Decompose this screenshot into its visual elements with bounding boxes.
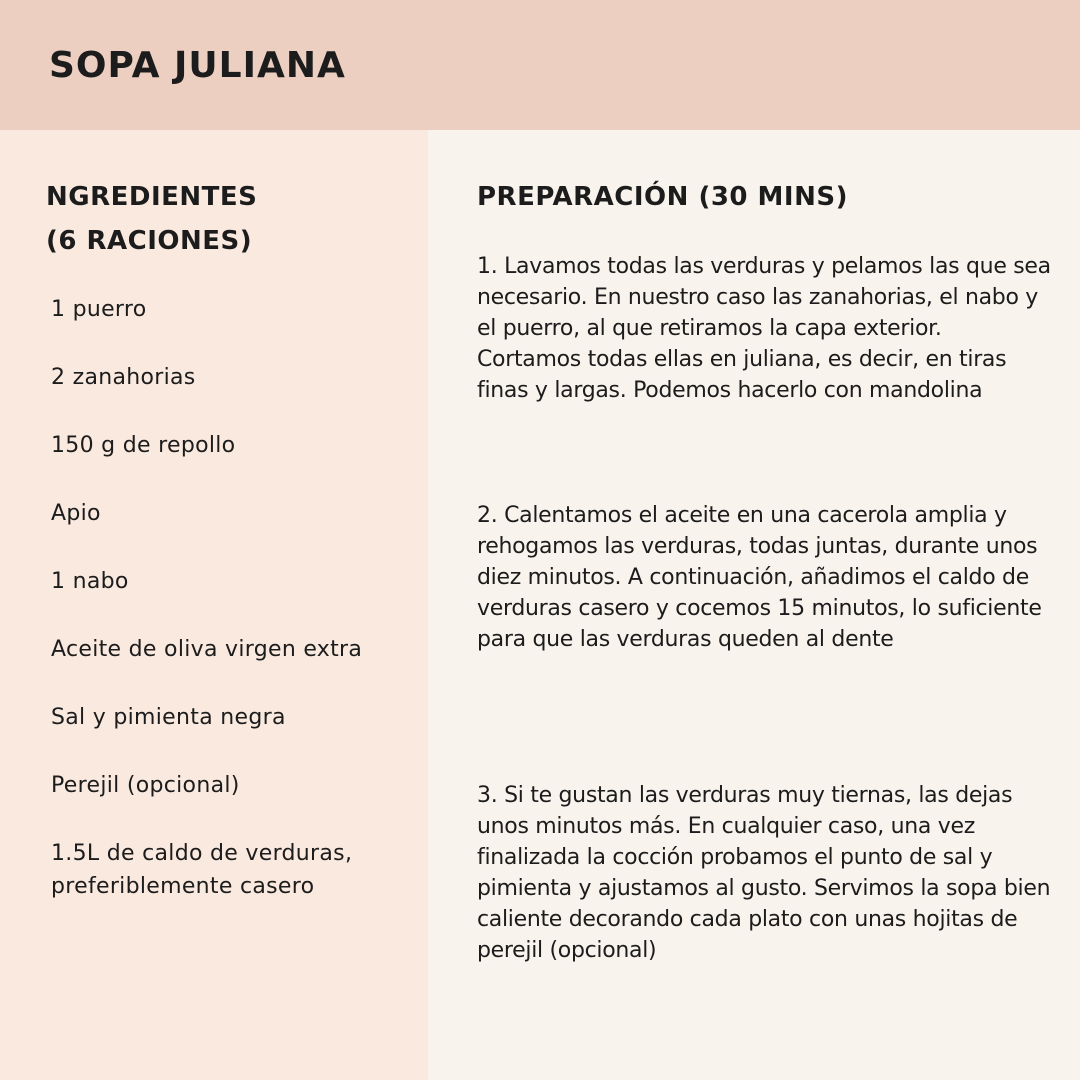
preparation-step: 1. Lavamos todas las verduras y pelamos las que sea necesario. En nuestro caso las zanahorias, el nabo y el puerro, al que retiramos la capa exterior. Cortamos todas ellas en juliana, es decir, en tiras finas y largas. Podemos hacerlo con mandolina — [477, 254, 1051, 403]
ingredients-heading — [46, 175, 257, 263]
ingredient-item: 1 nabo — [51, 569, 129, 594]
ingredient-item: 1.5L de caldo de verduras, preferiblemente casero — [51, 841, 353, 899]
recipe-title: SOPA JULIANA — [49, 45, 346, 86]
ingredients-heading-line1: NGREDIENTES — [46, 182, 258, 212]
ingredient-item: Aceite de oliva virgen extra — [51, 637, 363, 662]
preparation-step: 3. Si te gustan las verduras muy tiernas, las dejas unos minutos más. En cualquier caso, una vez finalizada la cocción probamos el punto de sal y pimienta y ajustamos al gusto. Servimos la sopa bien caliente decorando cada plato con unas hojitas de perejil (opcional) — [477, 783, 1051, 963]
preparation-heading: PREPARACIÓN (30 MINS) — [477, 182, 848, 212]
ingredient-item: 1 puerro — [51, 297, 147, 322]
ingredients-panel — [0, 130, 428, 1080]
ingredient-item: Apio — [51, 501, 101, 526]
ingredient-item: 2 zanahorias — [51, 365, 196, 390]
preparation-panel — [428, 130, 1080, 1080]
preparation-step: 2. Calentamos el aceite en una cacerola amplia y rehogamos las verduras, todas juntas, durante unos diez minutos. A continuación, añadimos el caldo de verduras casero y cocemos 15 minutos, lo suficiente para que las verduras queden al dente — [477, 503, 1042, 652]
recipe-header — [0, 0, 1080, 130]
ingredient-item: 150 g de repollo — [51, 433, 236, 458]
ingredient-item: Perejil (opcional) — [51, 773, 240, 798]
ingredients-heading-line2: (6 RACIONES) — [46, 226, 253, 256]
ingredient-item: Sal y pimienta negra — [51, 705, 286, 730]
